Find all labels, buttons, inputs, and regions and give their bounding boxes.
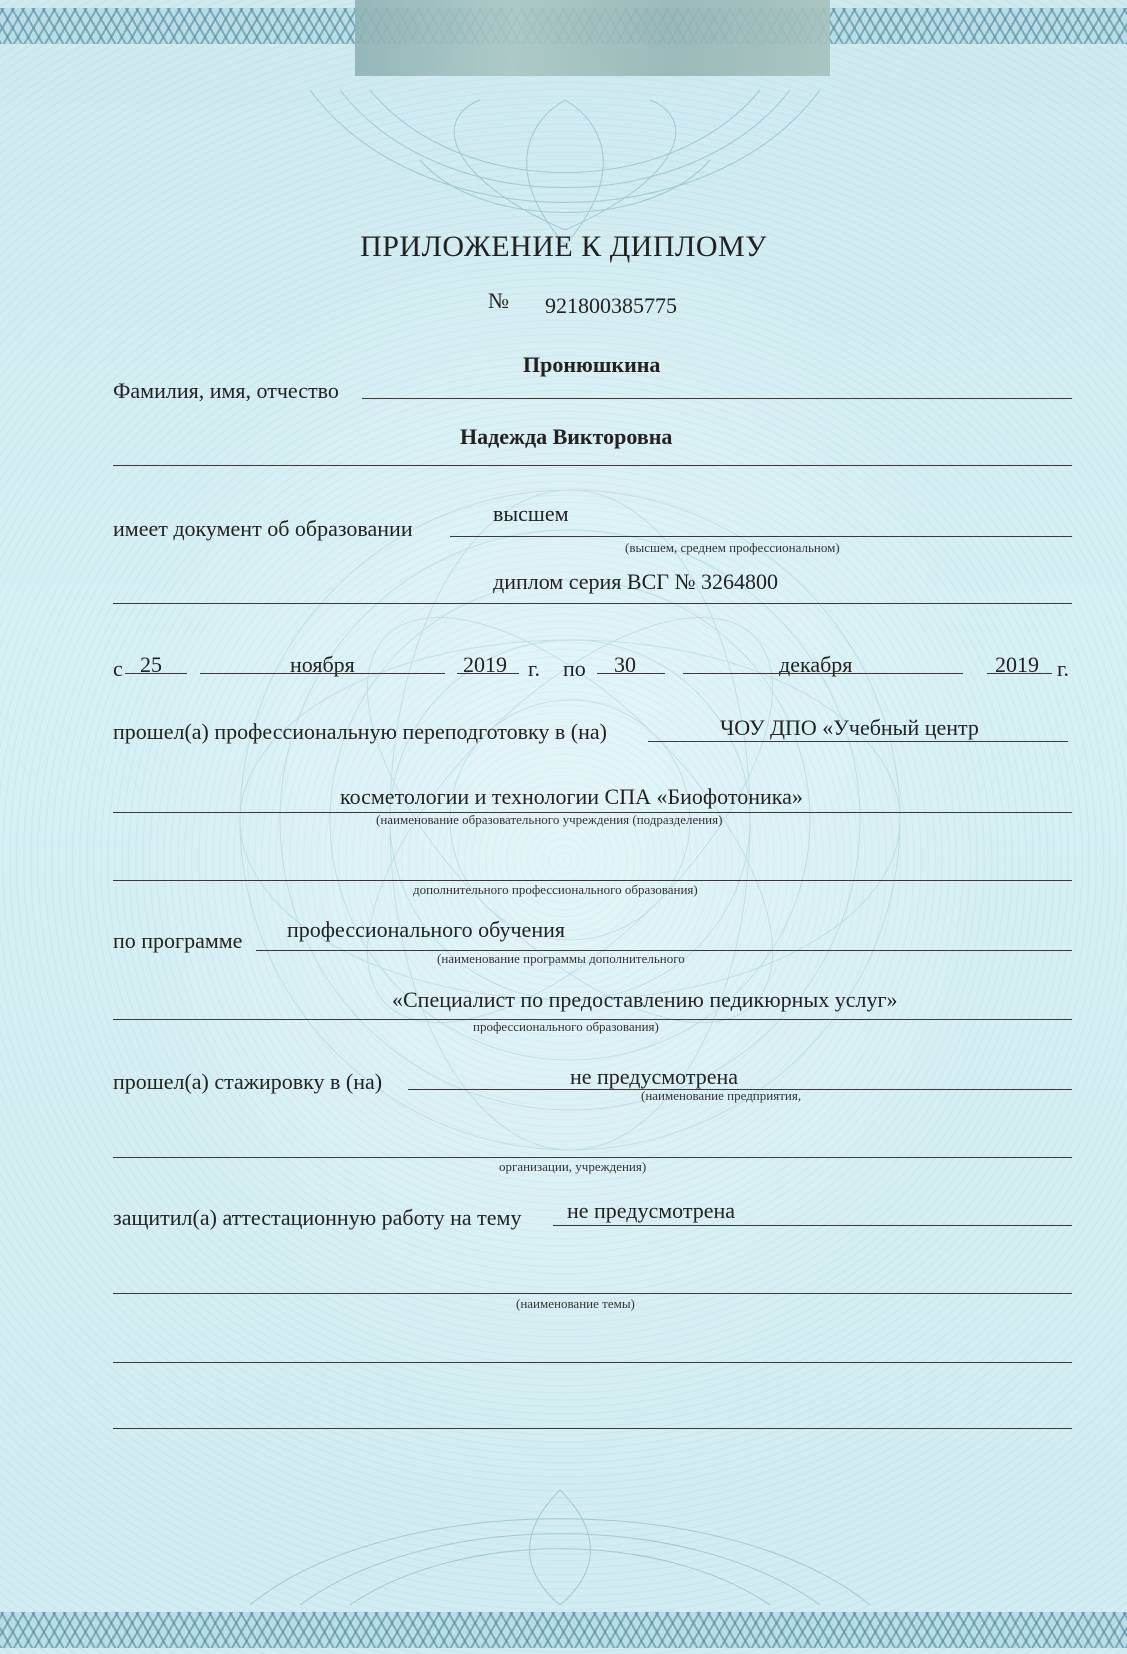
- internship-line-2: [113, 1157, 1072, 1158]
- period-from-day: 25: [140, 652, 162, 677]
- education-level-line: [450, 536, 1072, 537]
- fio-label: Фамилия, имя, отчество: [113, 378, 339, 403]
- institution-line-3-underline: [113, 880, 1072, 881]
- number-sign: №: [488, 288, 509, 313]
- institution-caption-2: дополнительного профессионального образования): [413, 882, 698, 897]
- program-caption-1: (наименование программы дополнительного: [437, 951, 685, 966]
- period-to-prefix: по: [563, 656, 586, 681]
- thesis-value: не предусмотрена: [567, 1198, 736, 1223]
- bottom-guilloche-ornament: [240, 1480, 880, 1610]
- top-guilloche-ornament: [300, 80, 830, 250]
- period-to-day: 30: [614, 652, 636, 677]
- thesis-line-4: [113, 1428, 1072, 1429]
- fio-line-1: [362, 398, 1072, 399]
- period-from-month-line: [200, 673, 445, 674]
- period-year-suffix-1: г.: [528, 656, 541, 681]
- period-to-year-line: [987, 673, 1052, 674]
- program-caption-2: профессионального образования): [473, 1019, 659, 1034]
- internship-label: прошел(а) стажировку в (на): [113, 1069, 383, 1094]
- thesis-line-1: [553, 1225, 1072, 1226]
- period-from-year-line: [457, 673, 519, 674]
- surname-value: Пронюшкина: [523, 352, 661, 377]
- period-year-suffix-2: г.: [1057, 656, 1070, 681]
- retraining-label: прошел(а) профессиональную переподготовку в (на): [113, 719, 607, 744]
- education-label: имеет документ об образовании: [113, 516, 413, 541]
- period-to-month: декабря: [779, 652, 853, 677]
- document-number: 921800385775: [545, 293, 677, 318]
- education-level-value: высшем: [493, 501, 569, 526]
- thesis-label: защитил(а) аттестационную работу на тему: [113, 1205, 522, 1230]
- period-to-day-line: [597, 673, 665, 674]
- thesis-caption: (наименование темы): [516, 1296, 635, 1311]
- education-document-line: [113, 603, 1072, 604]
- bottom-ornamental-border: [0, 1612, 1127, 1648]
- fio-line-2: [113, 465, 1072, 466]
- period-from-year: 2019: [463, 652, 507, 677]
- program-value-line-2: «Специалист по предоставлению педикюрных услуг»: [392, 987, 898, 1012]
- period-to-year: 2019: [995, 652, 1039, 677]
- document-title: ПРИЛОЖЕНИЕ К ДИПЛОМУ: [360, 230, 767, 263]
- program-label: по программе: [113, 928, 243, 953]
- name-patronymic-value: Надежда Викторовна: [460, 424, 673, 449]
- institution-caption-1: (наименование образовательного учреждения (подразделения): [376, 812, 723, 827]
- education-document-value: диплом серия ВСГ № 3264800: [493, 569, 778, 594]
- period-from-month: ноября: [290, 652, 355, 677]
- internship-value: не предусмотрена: [570, 1064, 739, 1089]
- internship-caption-2: организации, учреждения): [499, 1159, 647, 1174]
- period-from-day-line: [125, 673, 187, 674]
- period-from-prefix: с: [113, 656, 123, 681]
- institution-line-1: ЧОУ ДПО «Учебный центр: [720, 715, 979, 740]
- education-level-caption: (высшем, среднем профессиональном): [625, 540, 840, 555]
- program-value-line-1: профессионального обучения: [287, 917, 565, 942]
- thesis-line-3: [113, 1362, 1072, 1363]
- thesis-line-2: [113, 1293, 1072, 1294]
- institution-line-1-underline: [648, 741, 1068, 742]
- period-to-month-line: [683, 673, 963, 674]
- internship-caption-1: (наименование предприятия,: [641, 1088, 802, 1103]
- hologram-strip: [355, 0, 830, 76]
- institution-line-2: косметологии и технологии СПА «Биофотоника»: [340, 784, 803, 809]
